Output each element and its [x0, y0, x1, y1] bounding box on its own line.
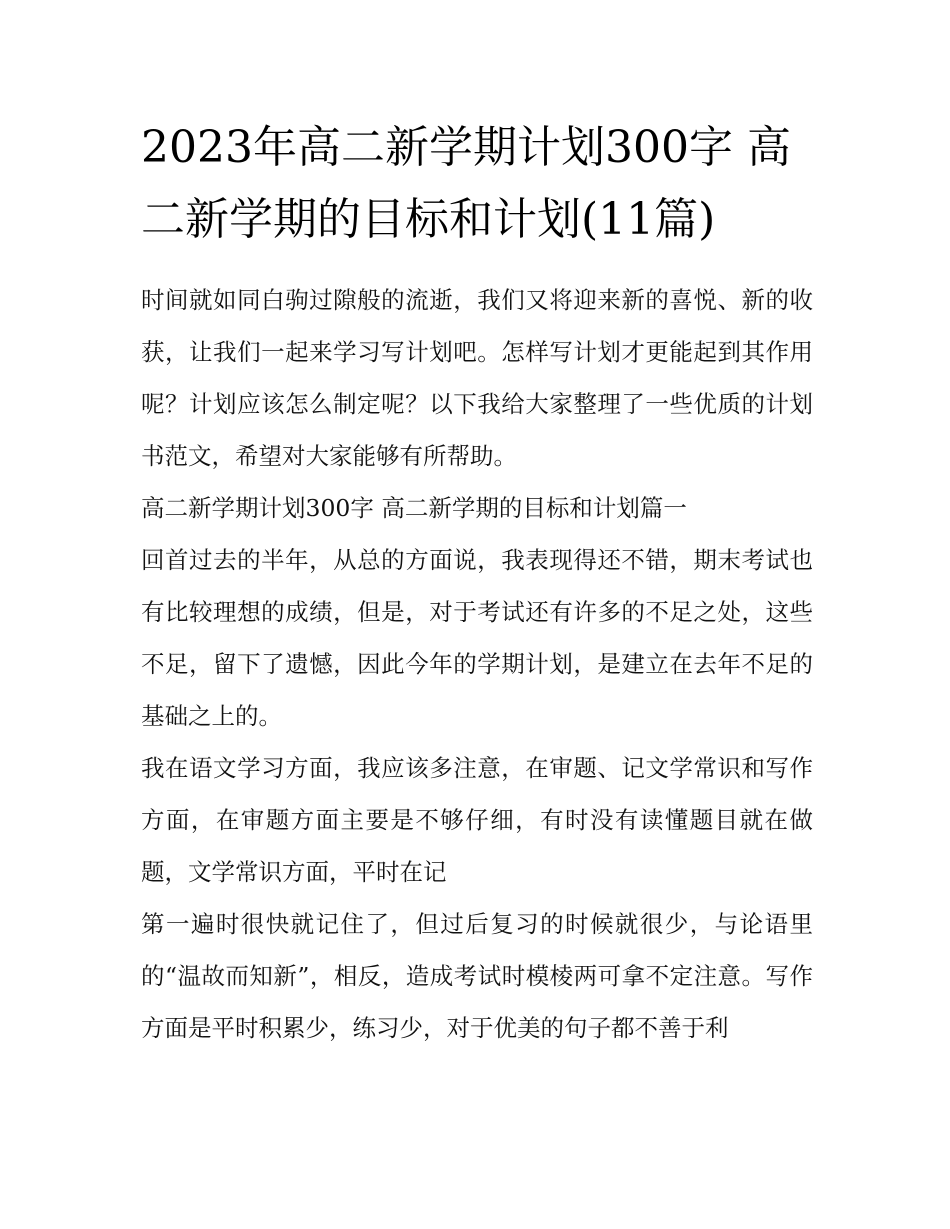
document-body [141, 112, 813, 1054]
document-title: 2023年高二新学期计划300字 高二新学期的目标和计划(11篇) [141, 122, 791, 245]
body-paragraph: 回首过去的半年，从总的方面说，我表现得还不错，期末考试也有比较理想的成绩，但是，对于考试还有许多的不足之处，这些不足，留下了遗憾，因此今年的学期计划，是建立在去年不足的基础之上的。 [141, 546, 813, 730]
intro-paragraph: 时间就如同白驹过隙般的流逝，我们又将迎来新的喜悦、新的收获，让我们一起来学习写计划吧。怎样写计划才更能起到其作用呢？计划应该怎么制定呢？以下我给大家整理了一些优质的计划书范文，希望对大家能够有所帮助。 [141, 286, 813, 470]
body-paragraph: 第一遍时很快就记住了，但过后复习的时候就很少，与论语里的“温故而知新”，相反，造成考试时模棱两可拿不定注意。写作方面是平时积累少，练习少，对于优美的句子都不善于利 [141, 910, 813, 1042]
section-heading: 高二新学期计划300字 高二新学期的目标和计划篇一 [141, 494, 687, 522]
body-paragraph: 我在语文学习方面，我应该多注意，在审题、记文学常识和写作方面，在审题方面主要是不够仔细，有时没有读懂题目就在做题，文学常识方面，平时在记 [141, 754, 813, 886]
